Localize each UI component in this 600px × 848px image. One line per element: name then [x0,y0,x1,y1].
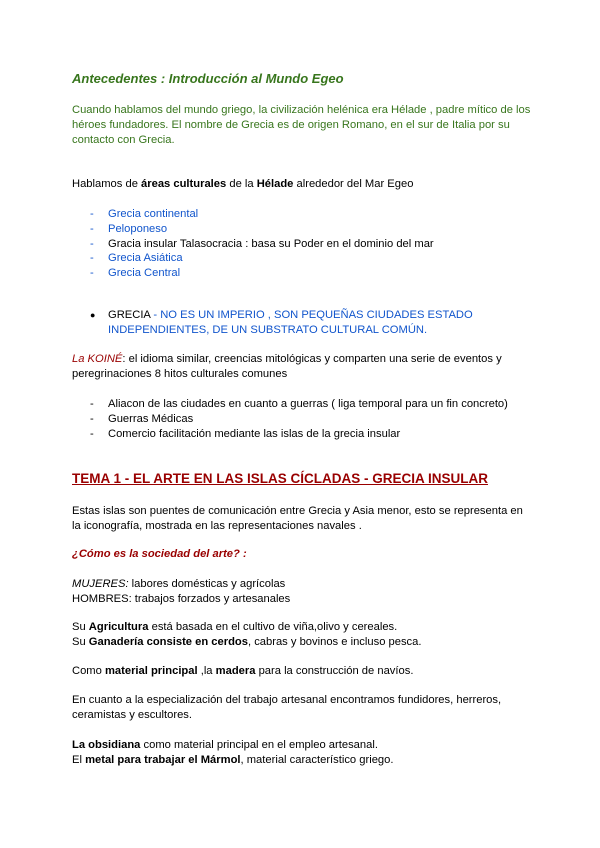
text: ,la [197,665,216,677]
koine-term: La KOINÉ [72,353,123,365]
areas-list [72,207,434,281]
intro-line-3: contacto con Grecia. [72,134,175,146]
koine-line-2: peregrinaciones 8 hitos culturales comunes [72,368,288,380]
koine-line-1: : el idioma similar, creencias mitológicas y comparten una serie de eventos y [122,353,502,365]
tema-1-heading: TEMA 1 - EL ARTE EN LAS ISLAS CÍCLADAS - GRECIA INSULAR [72,471,489,486]
dash-marker: - [90,267,94,280]
list-item [72,427,508,442]
text: Hablamos de [72,178,142,190]
list-item [72,222,434,237]
obsidiana-paragraph [72,738,393,768]
list-item [72,266,434,281]
text: alrededor del Mar Egeo [293,178,414,190]
list-item-text: Guerras Médicas [108,412,194,425]
text: Su [72,636,89,648]
text: de la [226,178,257,190]
grecia-bullet [90,308,473,338]
hombres-text: HOMBRES: trabajos forzados y artesanales [72,593,291,605]
sociedad-question: ¿Cómo es la sociedad del arte? : [72,548,247,560]
text: para la construcción de navíos. [255,665,414,677]
grecia-text-line-1: - NO ES UN IMPERIO , SON PEQUEÑAS CIUDADES ESTADO [150,309,473,321]
dash-marker: - [90,427,94,440]
bold-material-principal: material principal [104,665,198,677]
list-item [72,237,434,252]
islas-line-1: Estas islas son puentes de comunicación entre Grecia y Asia menor, esto se representa en [72,505,523,517]
bullet-marker: ● [90,310,96,320]
bold-obsidiana: La obsidiana [72,739,141,751]
list-item-text: Aliacon de las ciudades en cuanto a guerras ( liga temporal para un fin concreto) [108,398,508,410]
list-item [72,412,508,427]
list-item-text: Peloponeso [108,222,168,235]
text: como material principal en el empleo artesanal. [140,739,378,751]
material-paragraph [72,664,413,679]
bold-helade: Hélade [256,178,294,190]
list-item [72,251,434,266]
islas-paragraph [72,504,523,534]
list-item [72,397,508,412]
bold-ganaderia: Ganadería consiste en cerdos [88,636,248,648]
dash-marker: - [90,252,94,265]
list-item-text: Grecia Central [108,267,181,280]
especializacion-paragraph [72,693,501,723]
dash-marker: - [90,222,94,235]
especializacion-line-1: En cuanto a la especialización del trabajo artesanal encontramos fundidores, herreros, [72,694,502,706]
dash-marker: - [90,208,94,220]
list-item-text: Comercio facilitación mediante las islas de la grecia insular [108,427,401,440]
koine-paragraph [72,352,502,382]
dash-marker: - [90,237,94,250]
list-item-text: Gracia insular Talasocracia : basa su Poder en el dominio del mar [108,237,434,250]
bold-agricultura: Agricultura [88,621,149,633]
areas-sentence [72,177,413,192]
list-item-text: Grecia Asiática [108,252,183,265]
section-heading-antecedentes: Antecedentes : Introducción al Mundo Egeo [72,71,344,86]
list-item [72,207,434,222]
text: , material característico griego. [240,754,394,766]
economy-paragraph [72,620,421,650]
bold-madera: madera [215,665,256,677]
grecia-label: GRECIA [108,309,151,321]
grecia-text-line-2: INDEPENDIENTES, DE UN SUBSTRATO CULTURAL COMÚN. [108,324,428,336]
events-list [72,397,508,441]
text: El [72,754,86,766]
mujeres-term: MUJERES: [72,578,129,590]
dash-marker: - [90,398,94,410]
roles-paragraph [72,577,290,607]
intro-line-1: Cuando hablamos del mundo griego, la civilización helénica era Hélade , padre mítico de los [72,104,531,116]
text: Su [72,621,89,633]
dash-marker: - [90,412,94,425]
especializacion-line-2: ceramistas y escultores. [72,709,192,721]
intro-paragraph [72,103,530,148]
text: Como [72,665,105,677]
intro-line-2: héroes fundadores. El nombre de Grecia es de origen Romano, en el sur de Italia por su [72,119,510,131]
text: está basada en el cultivo de viña,olivo y cereales. [148,621,398,633]
islas-line-2: la iconografía, mostrada en las representaciones navales . [72,520,362,532]
list-item-text: Grecia continental [108,208,199,220]
bold-metal-marmol: metal para trabajar el Mármol [85,754,241,766]
mujeres-text: labores domésticas y agrícolas [128,578,286,590]
text: , cabras y bovinos e incluso pesca. [247,636,422,648]
bold-areas-culturales: áreas culturales [141,178,227,190]
